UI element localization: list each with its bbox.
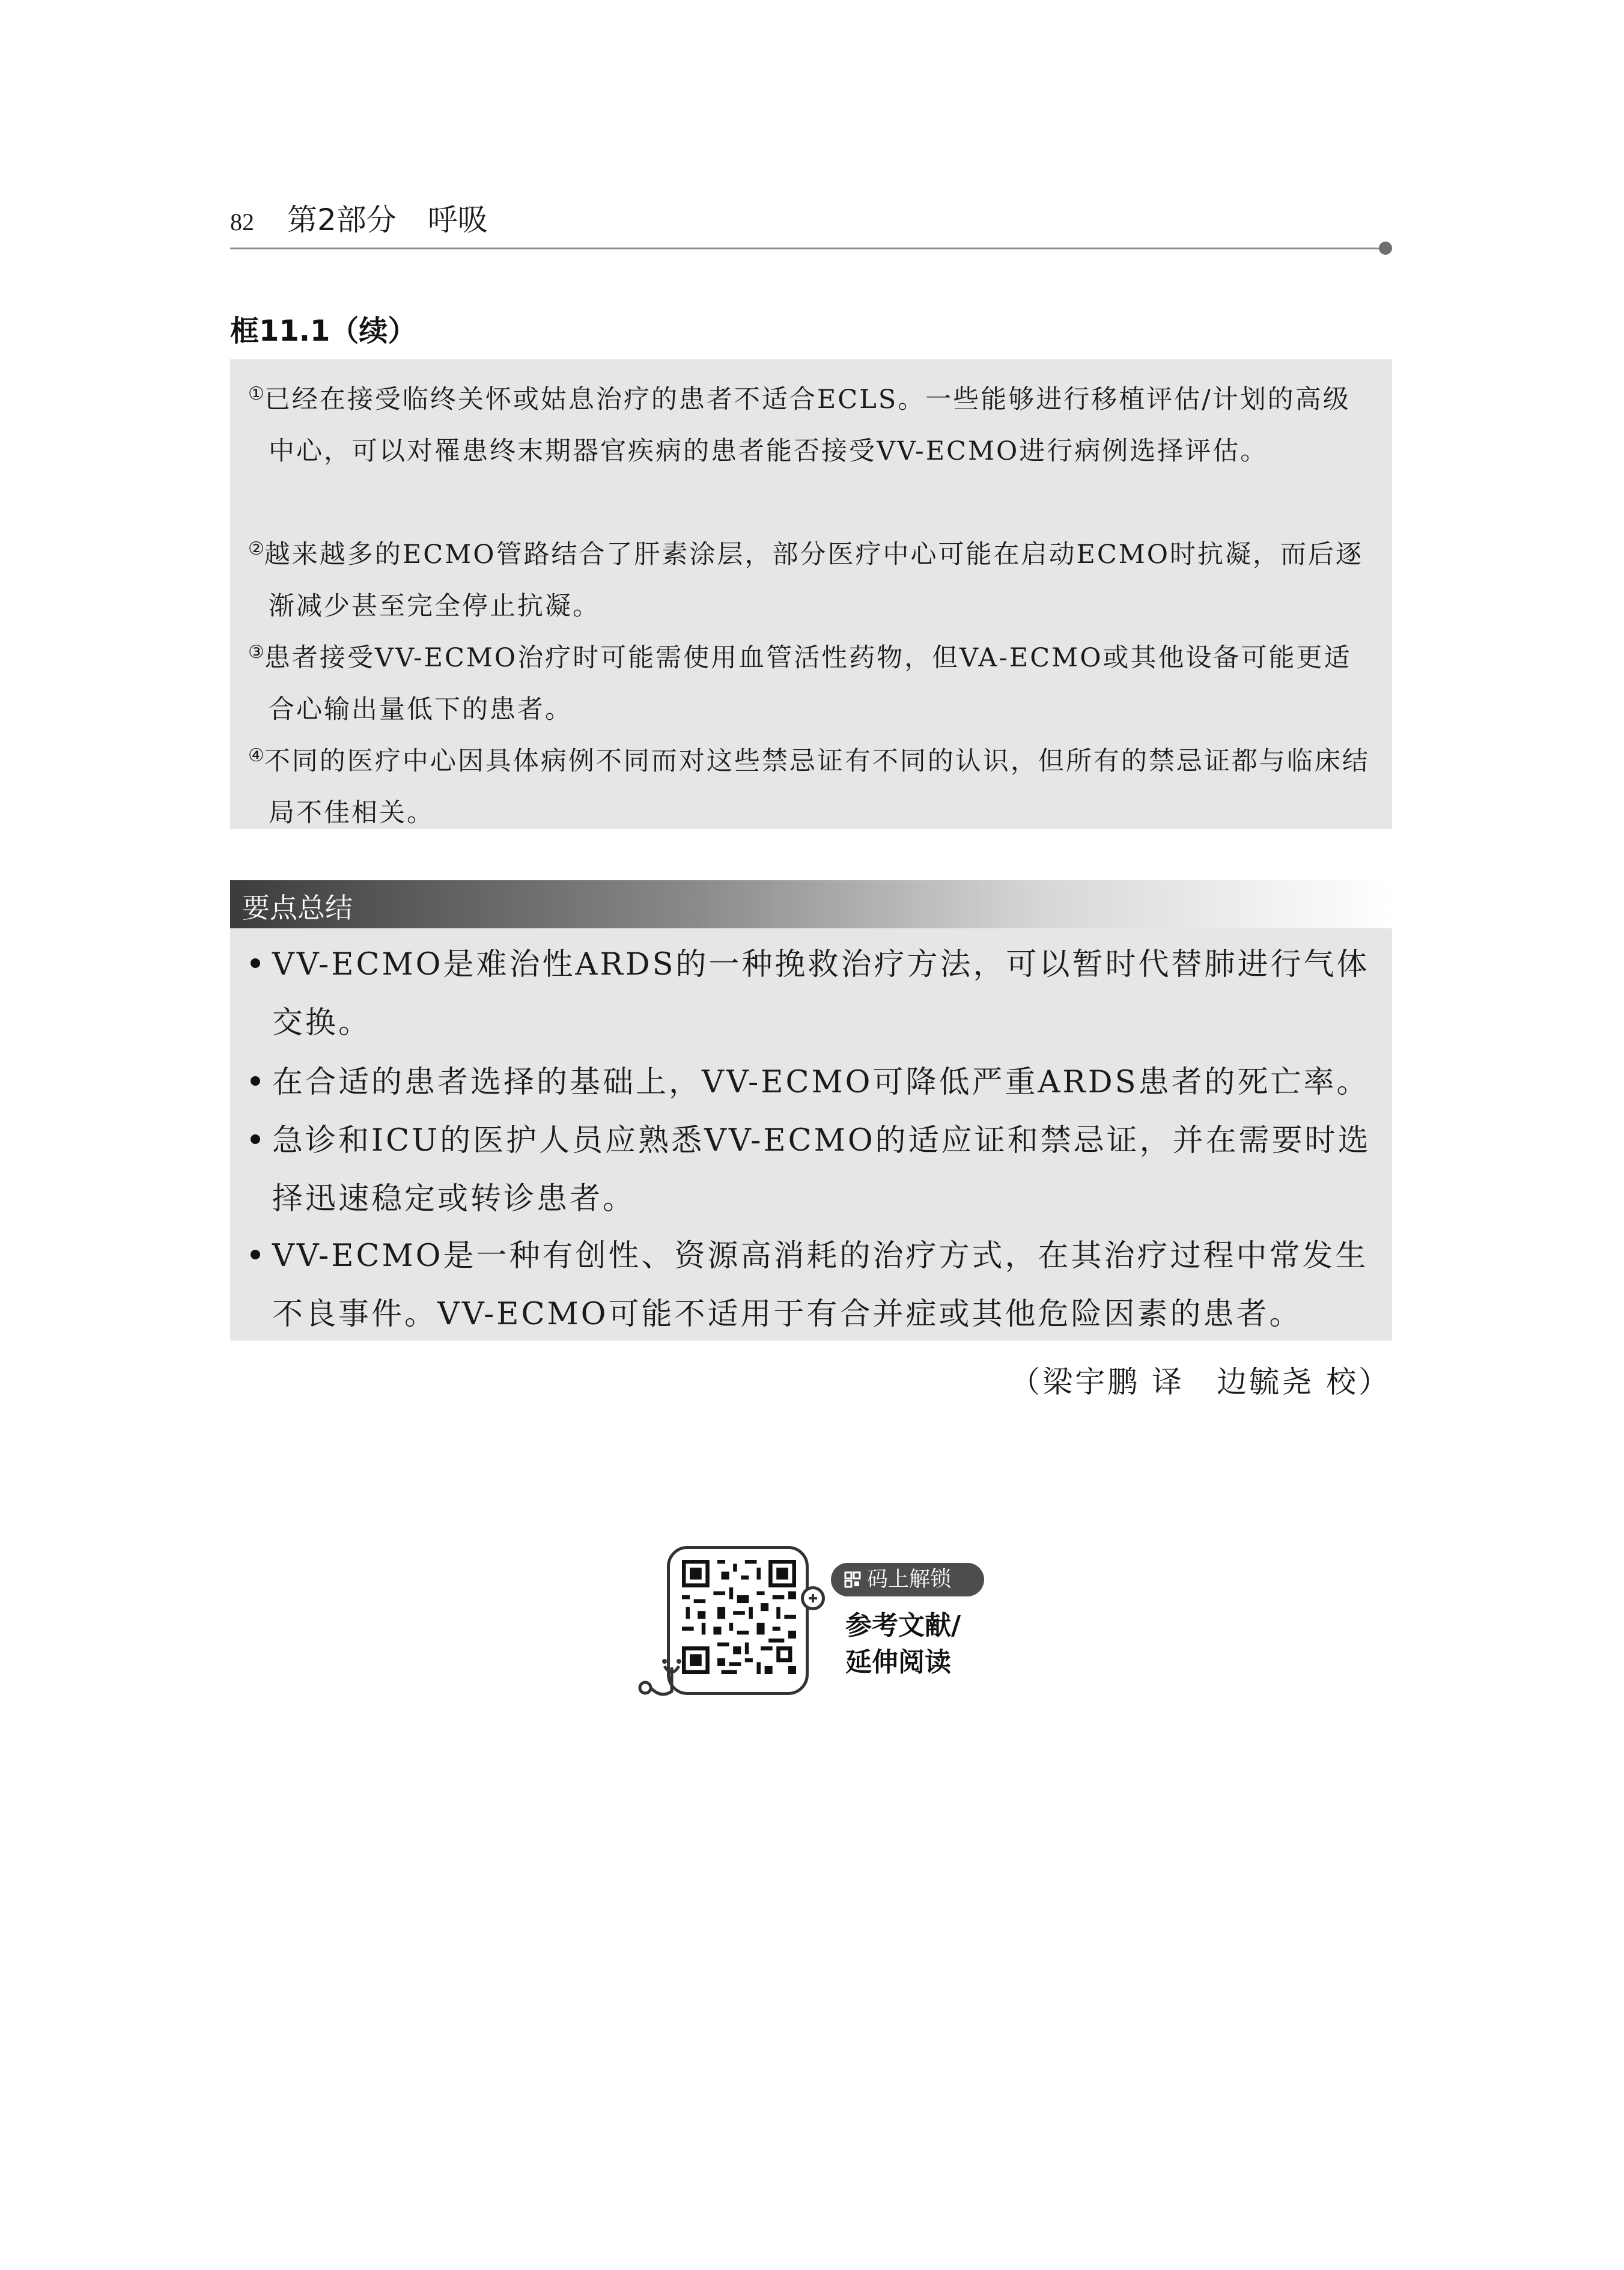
summary-item-text: VV-ECMO是难治性ARDS的一种挽救治疗方法，可以暂时代替肺进行气体交换。 xyxy=(272,947,1370,1041)
page-number: 82 xyxy=(230,208,254,236)
summary-item xyxy=(247,1227,1376,1343)
part-label: 第2部分 xyxy=(287,202,397,237)
note-text: 不同的医疗中心因具体病例不同而对这些禁忌证有不同的认识，但所有的禁忌证都与临床结局不佳相关。 xyxy=(264,746,1370,828)
summary-item xyxy=(247,936,1376,1052)
summary-list xyxy=(230,928,1392,1340)
box-note xyxy=(248,523,1373,632)
note-mark: ④ xyxy=(248,745,264,766)
header-dot-ornament xyxy=(1379,242,1392,255)
summary-item xyxy=(247,1112,1376,1228)
plus-icon xyxy=(801,1586,825,1610)
unlock-pill[interactable] xyxy=(831,1563,984,1596)
note-mark: ② xyxy=(248,538,264,559)
note-mark: ③ xyxy=(248,642,264,663)
reference-label-line2: 延伸阅读 xyxy=(845,1647,951,1678)
summary-title: 要点总结 xyxy=(242,892,353,924)
box-notes xyxy=(230,359,1392,829)
translator-credit: （梁宇鹏 译 边毓尧 校） xyxy=(1010,1365,1391,1399)
summary-item-text: 在合适的患者选择的基础上，VV-ECMO可降低严重ARDS患者的死亡率。 xyxy=(272,1065,1370,1100)
summary-item-text: VV-ECMO是一种有创性、资源高消耗的治疗方式，在其治疗过程中常发生不良事件。VV-ECMO可能不适用于有合并症或其他危险因素的患者。 xyxy=(272,1238,1369,1332)
summary-item xyxy=(247,1053,1376,1112)
bullet-icon xyxy=(251,1076,260,1086)
reference-label-line1: 参考文献/ xyxy=(845,1610,961,1641)
qr-mini-icon xyxy=(844,1571,861,1588)
note-text: 越来越多的ECMO管路结合了肝素涂层，部分医疗中心可能在启动ECMO时抗凝，而后逐渐减少甚至完全停止抗凝。 xyxy=(264,540,1364,621)
summary-item-text: 急诊和ICU的医护人员应熟悉VV-ECMO的适应证和禁忌证，并在需要时选择迅速稳定或转诊患者。 xyxy=(272,1123,1371,1217)
stethoscope-icon xyxy=(637,1643,709,1703)
note-text: 已经在接受临终关怀或姑息治疗的患者不适合ECLS。一些能够进行移植评估/计划的高级中心，可以对罹患终末期器官疾病的患者能否接受VV-ECMO进行病例选择评估。 xyxy=(264,385,1351,466)
box-title: 框11.1（续） xyxy=(230,314,417,348)
box-note xyxy=(248,627,1373,735)
summary-header xyxy=(230,880,1392,928)
bullet-icon xyxy=(251,958,260,968)
running-header xyxy=(230,196,488,239)
box-note xyxy=(248,730,1373,839)
bullet-icon xyxy=(251,1134,260,1144)
bullet-icon xyxy=(251,1250,260,1259)
header-rule xyxy=(230,248,1385,249)
box-note xyxy=(248,368,1373,477)
section-label: 呼吸 xyxy=(427,202,488,237)
note-mark: ① xyxy=(248,383,264,404)
unlock-label: 码上解锁 xyxy=(867,1568,952,1592)
note-text: 患者接受VV-ECMO治疗时可能需使用血管活性药物，但VA-ECMO或其他设备可能更适合心输出量低下的患者。 xyxy=(264,643,1352,725)
